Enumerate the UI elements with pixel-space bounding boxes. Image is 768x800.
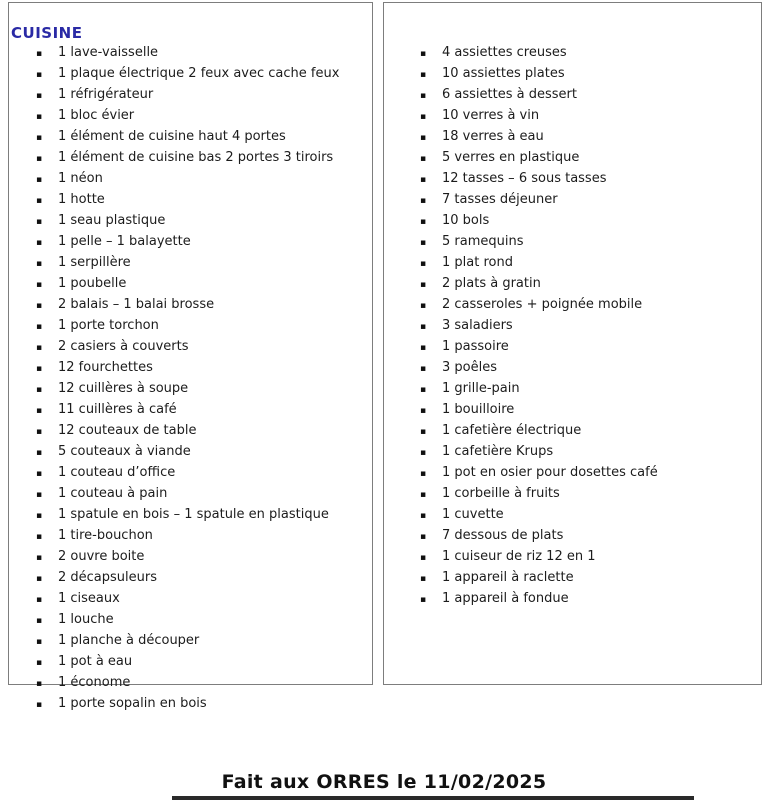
item-label: 12 tasses – 6 sous tasses xyxy=(442,171,607,186)
bullet-square-icon: ▪ xyxy=(36,112,43,122)
list-item xyxy=(420,169,761,190)
inventory-table xyxy=(8,2,762,711)
list-item xyxy=(36,589,372,610)
item-label: 3 poêles xyxy=(442,360,497,375)
item-label: 1 bloc évier xyxy=(58,108,135,123)
bullet-square-icon: ▪ xyxy=(36,217,43,227)
list-item xyxy=(36,85,372,106)
item-label: 5 couteaux à viande xyxy=(58,444,191,459)
bullet-square-icon: ▪ xyxy=(36,637,43,647)
bullet-square-icon: ▪ xyxy=(36,490,43,500)
bullet-square-icon: ▪ xyxy=(36,175,43,185)
list-item xyxy=(36,295,372,316)
bullet-square-icon: ▪ xyxy=(36,364,43,374)
list-item xyxy=(36,148,372,169)
item-label: 1 passoire xyxy=(442,339,509,354)
list-item xyxy=(36,421,372,442)
list-item xyxy=(420,85,761,106)
item-label: 1 corbeille à fruits xyxy=(442,486,560,501)
list-item xyxy=(36,274,372,295)
item-label: 5 ramequins xyxy=(442,234,524,249)
bullet-square-icon: ▪ xyxy=(36,91,43,101)
item-label: 4 assiettes creuses xyxy=(442,45,567,60)
item-label: 2 décapsuleurs xyxy=(58,570,157,585)
list-item xyxy=(420,484,761,505)
bullet-square-icon: ▪ xyxy=(420,448,427,458)
item-label: 1 seau plastique xyxy=(58,213,166,228)
list-item xyxy=(36,484,372,505)
bullet-square-icon: ▪ xyxy=(420,154,427,164)
list-item xyxy=(420,421,761,442)
item-label: 7 dessous de plats xyxy=(442,528,564,543)
item-label: 10 bols xyxy=(442,213,490,228)
item-label: 1 cafetière Krups xyxy=(442,444,554,459)
item-label: 1 porte torchon xyxy=(58,318,159,333)
item-label: 6 assiettes à dessert xyxy=(442,87,577,102)
item-label: 1 pot à eau xyxy=(58,654,133,669)
item-label: 11 cuillères à café xyxy=(58,402,177,417)
bullet-square-icon: ▪ xyxy=(36,280,43,290)
item-label: 2 ouvre boite xyxy=(58,549,145,564)
list-item xyxy=(420,64,761,85)
list-item xyxy=(420,211,761,232)
list-item xyxy=(36,442,372,463)
list-item xyxy=(420,295,761,316)
list-item xyxy=(36,316,372,337)
list-item xyxy=(36,337,372,358)
list-item xyxy=(420,190,761,211)
item-label: 1 cuiseur de riz 12 en 1 xyxy=(442,549,596,564)
item-label: 1 pot en osier pour dosettes café xyxy=(442,465,658,480)
list-item xyxy=(36,505,372,526)
list-item xyxy=(420,253,761,274)
list-item xyxy=(420,274,761,295)
list-item xyxy=(36,43,372,64)
bullet-square-icon: ▪ xyxy=(36,616,43,626)
item-label: 2 plats à gratin xyxy=(442,276,541,291)
list-item xyxy=(36,631,372,652)
bullet-square-icon: ▪ xyxy=(420,91,427,101)
item-label: 3 saladiers xyxy=(442,318,513,333)
bullet-square-icon: ▪ xyxy=(420,196,427,206)
list-item xyxy=(36,358,372,379)
inventory-cell-right xyxy=(383,2,762,685)
list-item xyxy=(36,694,372,715)
list-item xyxy=(36,232,372,253)
list-item xyxy=(420,148,761,169)
item-label: 2 casiers à couverts xyxy=(58,339,189,354)
item-label: 1 serpillère xyxy=(58,255,131,270)
bullet-square-icon: ▪ xyxy=(36,385,43,395)
item-label: 1 cafetière électrique xyxy=(442,423,582,438)
bullet-square-icon: ▪ xyxy=(420,112,427,122)
bullet-square-icon: ▪ xyxy=(420,532,427,542)
item-label: 18 verres à eau xyxy=(442,129,544,144)
bullet-square-icon: ▪ xyxy=(420,280,427,290)
list-item xyxy=(420,400,761,421)
item-label: 12 fourchettes xyxy=(58,360,153,375)
cutoff-bottom-element xyxy=(172,796,694,800)
list-item xyxy=(420,337,761,358)
bullet-square-icon: ▪ xyxy=(36,658,43,668)
list-item xyxy=(36,610,372,631)
bullet-square-icon: ▪ xyxy=(36,532,43,542)
list-item xyxy=(420,442,761,463)
bullet-square-icon: ▪ xyxy=(420,427,427,437)
list-item xyxy=(36,400,372,421)
bullet-square-icon: ▪ xyxy=(36,469,43,479)
bullet-square-icon: ▪ xyxy=(420,133,427,143)
section-title-cuisine: CUISINE xyxy=(11,24,83,42)
item-label: 7 tasses déjeuner xyxy=(442,192,558,207)
inventory-list-left xyxy=(9,43,372,715)
bullet-square-icon: ▪ xyxy=(420,217,427,227)
item-label: 1 réfrigérateur xyxy=(58,87,154,102)
list-item xyxy=(420,43,761,64)
list-item xyxy=(36,190,372,211)
bullet-square-icon: ▪ xyxy=(36,154,43,164)
bullet-square-icon: ▪ xyxy=(36,259,43,269)
list-item xyxy=(420,568,761,589)
list-item xyxy=(420,316,761,337)
item-label: 1 hotte xyxy=(58,192,105,207)
footer-date: Fait aux ORRES le 11/02/2025 xyxy=(221,771,547,793)
item-label: 10 verres à vin xyxy=(442,108,540,123)
item-label: 10 assiettes plates xyxy=(442,66,565,81)
list-item xyxy=(420,526,761,547)
list-item xyxy=(36,106,372,127)
bullet-square-icon: ▪ xyxy=(420,322,427,332)
item-label: 1 appareil à fondue xyxy=(442,591,569,606)
item-label: 2 casseroles + poignée mobile xyxy=(442,297,643,312)
list-item xyxy=(36,568,372,589)
bullet-square-icon: ▪ xyxy=(420,490,427,500)
list-item xyxy=(36,652,372,673)
list-item xyxy=(420,589,761,610)
bullet-square-icon: ▪ xyxy=(420,343,427,353)
item-label: 1 économe xyxy=(58,675,131,690)
bullet-square-icon: ▪ xyxy=(420,469,427,479)
item-label: 1 poubelle xyxy=(58,276,127,291)
bullet-square-icon: ▪ xyxy=(420,49,427,59)
bullet-square-icon: ▪ xyxy=(36,49,43,59)
bullet-square-icon: ▪ xyxy=(420,385,427,395)
list-item xyxy=(420,358,761,379)
bullet-square-icon: ▪ xyxy=(420,511,427,521)
item-label: 1 bouilloire xyxy=(442,402,515,417)
list-item xyxy=(420,232,761,253)
item-label: 1 tire-bouchon xyxy=(58,528,153,543)
list-item xyxy=(36,211,372,232)
list-item xyxy=(36,64,372,85)
item-label: 1 cuvette xyxy=(442,507,504,522)
bullet-square-icon: ▪ xyxy=(420,595,427,605)
bullet-square-icon: ▪ xyxy=(36,553,43,563)
item-label: 1 pelle – 1 balayette xyxy=(58,234,191,249)
item-label: 1 plat rond xyxy=(442,255,513,270)
item-label: 1 spatule en bois – 1 spatule en plastique xyxy=(58,507,329,522)
list-item xyxy=(36,463,372,484)
bullet-square-icon: ▪ xyxy=(36,574,43,584)
bullet-square-icon: ▪ xyxy=(36,301,43,311)
item-label: 1 planche à découper xyxy=(58,633,200,648)
inventory-cell-left xyxy=(8,2,373,711)
item-label: 12 couteaux de table xyxy=(58,423,197,438)
item-label: 1 porte sopalin en bois xyxy=(58,696,207,711)
bullet-square-icon: ▪ xyxy=(36,70,43,80)
list-item xyxy=(420,106,761,127)
bullet-square-icon: ▪ xyxy=(36,427,43,437)
bullet-square-icon: ▪ xyxy=(420,553,427,563)
list-item xyxy=(36,526,372,547)
bullet-square-icon: ▪ xyxy=(420,574,427,584)
item-label: 2 balais – 1 balai brosse xyxy=(58,297,215,312)
item-label: 1 plaque électrique 2 feux avec cache feux xyxy=(58,66,340,81)
item-label: 1 appareil à raclette xyxy=(442,570,574,585)
item-label: 1 lave-vaisselle xyxy=(58,45,159,60)
item-label: 12 cuillères à soupe xyxy=(58,381,189,396)
bullet-square-icon: ▪ xyxy=(420,259,427,269)
list-item xyxy=(36,169,372,190)
bullet-square-icon: ▪ xyxy=(420,175,427,185)
list-item xyxy=(36,547,372,568)
item-label: 1 couteau d’office xyxy=(58,465,176,480)
item-label: 1 ciseaux xyxy=(58,591,120,606)
bullet-square-icon: ▪ xyxy=(420,70,427,80)
inventory-list-right xyxy=(384,43,761,610)
bullet-square-icon: ▪ xyxy=(36,322,43,332)
bullet-square-icon: ▪ xyxy=(420,238,427,248)
bullet-square-icon: ▪ xyxy=(36,406,43,416)
item-label: 1 élément de cuisine bas 2 portes 3 tiroirs xyxy=(58,150,334,165)
bullet-square-icon: ▪ xyxy=(36,700,43,710)
bullet-square-icon: ▪ xyxy=(36,448,43,458)
list-item xyxy=(420,505,761,526)
bullet-square-icon: ▪ xyxy=(36,343,43,353)
bullet-square-icon: ▪ xyxy=(36,238,43,248)
list-item xyxy=(36,127,372,148)
item-label: 1 couteau à pain xyxy=(58,486,168,501)
list-item xyxy=(420,127,761,148)
item-label: 1 néon xyxy=(58,171,103,186)
list-item xyxy=(420,463,761,484)
bullet-square-icon: ▪ xyxy=(420,406,427,416)
bullet-square-icon: ▪ xyxy=(36,679,43,689)
bullet-square-icon: ▪ xyxy=(36,595,43,605)
list-item xyxy=(36,673,372,694)
list-item xyxy=(420,379,761,400)
bullet-square-icon: ▪ xyxy=(36,133,43,143)
list-item xyxy=(420,547,761,568)
list-item xyxy=(36,253,372,274)
list-item xyxy=(36,379,372,400)
bullet-square-icon: ▪ xyxy=(36,511,43,521)
bullet-square-icon: ▪ xyxy=(420,364,427,374)
item-label: 1 louche xyxy=(58,612,114,627)
item-label: 1 grille-pain xyxy=(442,381,520,396)
bullet-square-icon: ▪ xyxy=(420,301,427,311)
bullet-square-icon: ▪ xyxy=(36,196,43,206)
item-label: 1 élément de cuisine haut 4 portes xyxy=(58,129,286,144)
item-label: 5 verres en plastique xyxy=(442,150,580,165)
